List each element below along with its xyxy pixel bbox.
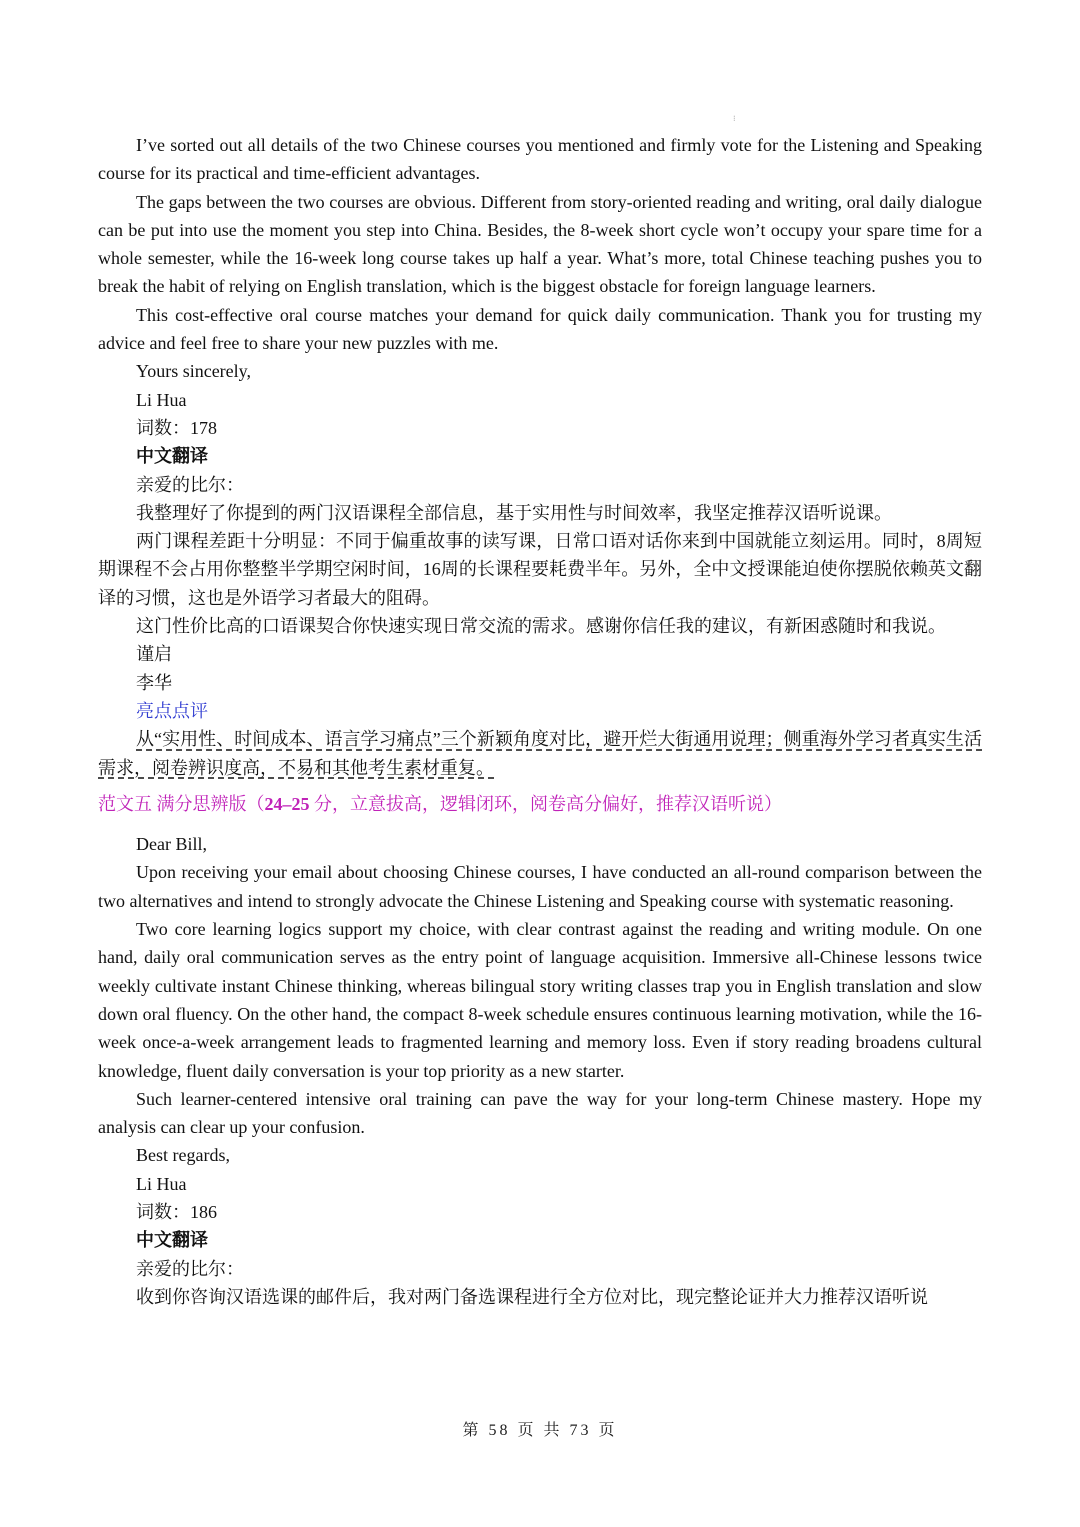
letter5-paragraph-3: Such learner-centered intensive oral training can pave the way for your long-term Chinese mastery. Hope my analysis can clear up your confusion. [98,1088,982,1138]
letter4-translation-greeting: 亲爱的比尔： [136,474,244,495]
section5-heading [98,790,982,818]
letter4-translation-paragraph-3: 这门性价比高的口语课契合你快速实现日常交流的需求。感谢你信任我的建议，有新困惑随时和我说。 [136,616,946,637]
page-footer: 第 58 页 共 73 页 [462,1422,618,1439]
section5-heading-suffix: 分，立意拔高，逻辑闭环，阅卷高分偏好，推荐汉语听说） [309,793,782,814]
letter4-paragraph-1: I’ve sorted out all details of the two Chinese courses you mentioned and firmly vote for the Listening and Speaking course for its practical and time-efficient advantages. [98,135,982,184]
letter4-signature: Li Hua [136,389,187,410]
letter4-word-count: 词数：178 [136,417,217,438]
letter5-translation-paragraph-1: 收到你咨询汉语选课的邮件后，我对两门备选课程进行全方位对比，现完整论证并大力推荐汉语听说 [136,1286,928,1307]
review-text [98,725,982,782]
letter5-paragraph-1: Upon receiving your email about choosing Chinese courses, I have conducted an all-round comparison between the two alternatives and intend to strongly advocate the Chinese Listening and Speaking course with systematic reasoning. [98,862,982,911]
letter5-translation-label: 中文翻译 [136,1230,208,1251]
letter5-signature: Li Hua [136,1173,187,1194]
letter4-translation-label: 中文翻译 [136,446,208,467]
letter5-greeting: Dear Bill, [136,834,207,855]
letter4-paragraph-3: This cost-effective oral course matches your demand for quick daily communication. Thank you for trusting my advice and feel free to share your new puzzles with me. [98,304,982,354]
letter4-translation-paragraph-1: 我整理好了你提到的两门汉语课程全部信息，基于实用性与时间效率，我坚定推荐汉语听说课。 [136,502,892,523]
letter4-translation-closing: 谨启 [136,644,172,665]
letter4-paragraph-2: The gaps between the two courses are obvious. Different from story-oriented reading and writing, oral daily dialogue can be put into use the moment you step into China. Besides, the 8-week short cycle won’t occupy your spare time for a whole semester, while the 16-week long course takes up half a year. What’s more, total Chinese teaching pushes you to break the habit of relying on English translation, which is the biggest obstacle for foreign language learners. [98,191,982,297]
page-mark: ⁝ [733,114,736,123]
letter4-closing: Yours sincerely, [136,361,251,382]
section5-heading-prefix: 范文五 满分思辨版（ [98,793,265,814]
letter5-closing: Best regards, [136,1145,230,1166]
letter4-translation-signature: 李华 [136,672,172,693]
letter4-translation-paragraph-2: 两门课程差距十分明显：不同于偏重故事的读写课，日常口语对话你来到中国就能立刻运用。同时，8周短期课程不会占用你整整半学期空闲时间，16周的长课程要耗费半年。另外，全中文授课能迫使你摆脱依赖英文翻译的习惯，这也是外语学习者最大的阻碍。 [98,531,982,608]
document-body [98,131,982,1311]
letter5-paragraph-2: Two core learning logics support my choice, with clear contrast against the reading and writing module. On one hand, daily oral communication serves as the entry point of language acquisition. Immersive all-Chinese lessons twice weekly cultivate instant Chinese thinking, whereas bilingual story writing classes trap you in English translation and slow down oral fluency. On the other hand, the compact 8-week schedule ensures continuous learning motivation, while the 16-week once-a-week arrangement leads to fragmented learning and memory loss. Even if story reading broadens cultural knowledge, fluent daily conversation is your top priority as a new starter. [98,919,982,1081]
section5-heading-score: 24–25 [264,793,310,814]
review-text-content: 从“实用性、时间成本、语言学习痛点”三个新颖角度对比，避开烂大街通用说理；侧重海外学习者真实生活需求，阅卷辨识度高，不易和其他考生素材重复。 [98,729,982,778]
review-label: 亮点点评 [136,700,208,721]
letter5-translation-greeting: 亲爱的比尔： [136,1258,244,1279]
letter5-word-count: 词数：186 [136,1201,217,1222]
